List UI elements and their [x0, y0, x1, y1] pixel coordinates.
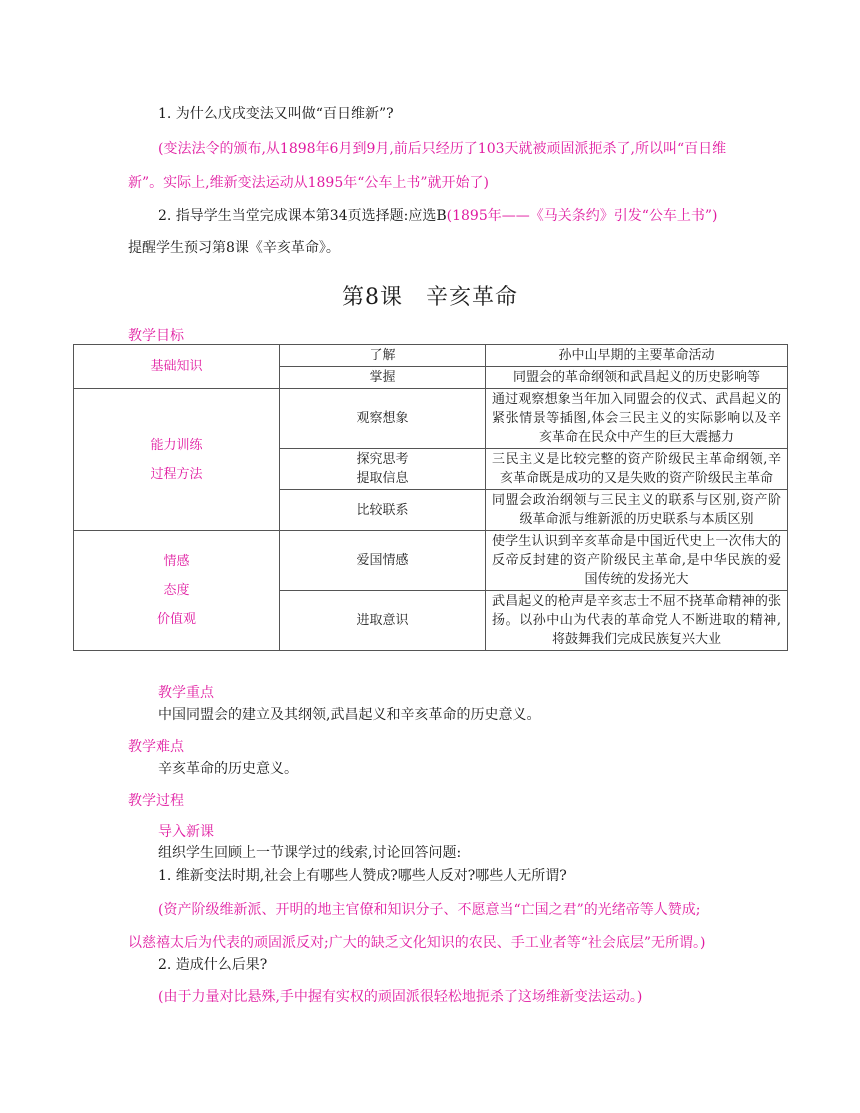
question-1: 1. 为什么戊戌变法又叫做“百日维新”?: [158, 106, 394, 122]
question-2-answer: (1895年——《马关条约》引发“公车上书”): [446, 208, 718, 224]
process-answer-1-line-2: 以慈禧太后为代表的顽固派反对;广大的缺乏文化知识的农民、手工业者等“社会底层”无所谓。): [128, 935, 706, 951]
table-row: [74, 345, 788, 367]
category-line: 过程方法: [150, 466, 203, 482]
intro-heading: 导入新课: [158, 824, 214, 840]
difficulty-heading: 教学难点: [128, 739, 184, 755]
skill-cell: 进取意识: [280, 591, 486, 651]
category-line: 能力训练: [150, 437, 203, 453]
skill-cell: 比较联系: [280, 490, 486, 531]
key-points-text: 中国同盟会的建立及其纲领,武昌起义和辛亥革命的历史意义。: [158, 707, 541, 723]
answer-1-line-1: (变法法令的颁布,从1898年6月到9月,前后只经历了103天就被顽固派扼杀了,所以叫“百日维: [158, 141, 727, 157]
objectives-heading: 教学目标: [128, 328, 184, 344]
skill-cell: 了解: [280, 345, 486, 367]
category-ability: [74, 389, 280, 531]
process-answer-2: (由于力量对比悬殊,手中握有实权的顽固派很轻松地扼杀了这场维新变法运动。): [158, 989, 643, 1005]
question-2-text: 2. 指导学生当堂完成课本第34页选择题:应选B: [158, 208, 447, 224]
skill-line: 提取信息: [356, 471, 409, 486]
content-cell: 同盟会政治纲领与三民主义的联系与区别,资产阶级革命派与维新派的历史联系与本质区别: [486, 490, 788, 531]
category-line: 情感: [163, 554, 190, 569]
table-row: [74, 389, 788, 449]
skill-cell: 观察想象: [280, 389, 486, 449]
answer-1-line-2: 新”。实际上,维新变法运动从1895年“公车上书”就开始了): [128, 175, 490, 191]
teaching-goals-table: [73, 344, 788, 651]
preview-reminder: 提醒学生预习第8课《辛亥革命》。: [128, 240, 340, 256]
process-heading: 教学过程: [128, 793, 184, 809]
intro-text: 组织学生回顾上一节课学过的线索,讨论回答问题:: [158, 845, 462, 861]
content-cell: 三民主义是比较完整的资产阶级民主革命纲领,辛亥革命既是成功的又是失败的资产阶级民主革命: [486, 449, 788, 490]
lesson-title: 第8课 辛亥革命: [342, 285, 518, 310]
skill-line: 探究思考: [356, 452, 409, 467]
process-question-2: 2. 造成什么后果?: [158, 957, 268, 973]
category-basic: 基础知识: [74, 345, 280, 389]
content-cell: 同盟会的革命纲领和武昌起义的历史影响等: [486, 367, 788, 389]
skill-cell: 爱国情感: [280, 531, 486, 591]
content-cell: 使学生认识到辛亥革命是中国近代史上一次伟大的反帝反封建的资产阶级民主革命,是中华民族的爱国传统的发扬光大: [486, 531, 788, 591]
category-emotion: [74, 531, 280, 651]
difficulty-text: 辛亥革命的历史意义。: [158, 761, 298, 777]
key-points-heading: 教学重点: [158, 685, 214, 701]
process-answer-1-line-1: (资产阶级维新派、开明的地主官僚和知识分子、不愿意当“亡国之君”的光绪帝等人赞成;: [158, 902, 701, 918]
question-2: [158, 206, 718, 226]
category-line: 态度: [163, 583, 190, 598]
skill-cell: [280, 449, 486, 490]
content-cell: 通过观察想象当年加入同盟会的仪式、武昌起义的紧张情景等插图,体会三民主义的实际影响以及辛亥革命在民众中产生的巨大震撼力: [486, 389, 788, 449]
table-row: [74, 531, 788, 591]
skill-cell: 掌握: [280, 367, 486, 389]
content-cell: 孙中山早期的主要革命活动: [486, 345, 788, 367]
process-question-1: 1. 维新变法时期,社会上有哪些人赞成?哪些人反对?哪些人无所谓?: [158, 868, 567, 884]
content-cell: 武昌起义的枪声是辛亥志士不屈不挠革命精神的张扬。以孙中山为代表的革命党人不断进取的精神,将鼓舞我们完成民族复兴大业: [486, 591, 788, 651]
category-line: 价值观: [156, 612, 196, 627]
